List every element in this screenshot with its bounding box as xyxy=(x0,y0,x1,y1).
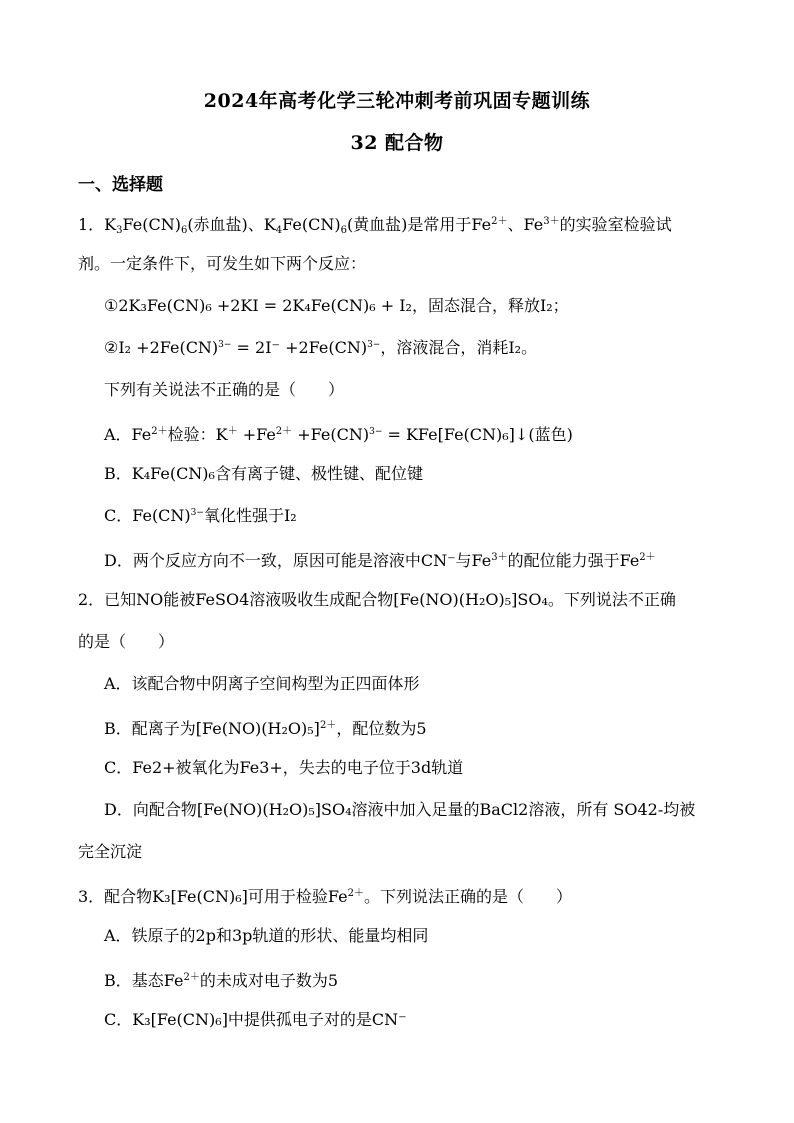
q2-option-c[interactable]: C．Fe2+被氧化为Fe3+，失去的电子位于3d轨道 xyxy=(104,758,464,777)
q3-option-b[interactable]: B．基态$Fe^{2+}$的未成对电子数为5 xyxy=(104,971,339,990)
section-heading: 一、选择题 xyxy=(78,175,163,195)
q1-option-b[interactable]: B．K₄Fe(CN)₆含有离子键、极性键、配位键 xyxy=(104,464,423,483)
q1-stem: 1．$K_3Fe(CN)_6$(赤血盐)、$K_4Fe(CN)_6$(黄血盐)是常用于$Fe^{2+}$、$Fe^{3+}$的实验室检验试 xyxy=(78,215,672,236)
q3-option-c[interactable]: C．K₃[Fe(CN)₆]中提供孤电子对的是CN⁻ xyxy=(104,1010,407,1029)
q1-option-c[interactable]: C．Fe(CN)$^{3-}$氧化性强于I₂ xyxy=(104,506,297,525)
q2-option-d[interactable]: D．向配合物[Fe(NO)(H₂O)₅]SO₄溶液中加入足量的BaCl2溶液，所有 SO42-均被 xyxy=(104,800,696,819)
q2-stem-cont: 的是（ ） xyxy=(78,632,175,651)
q1-option-a[interactable]: A．$Fe^{2+}$检验：$K^+ +Fe^{2+} +Fe(CN)^{3-}$ = KFe[Fe(CN)₆]↓(蓝色) xyxy=(104,425,573,444)
q3-option-a[interactable]: A．铁原子的2p和3p轨道的形状、能量均相同 xyxy=(104,926,429,945)
q3-stem: 3．配合物K₃[Fe(CN)₆]可用于检验$Fe^{2+}$。下列说法正确的是（ ） xyxy=(78,887,572,906)
q2-option-b[interactable]: B．配离子为$[Fe(NO)(H_2O)_5]^{2+}$，配位数为5 xyxy=(104,719,427,738)
q2-option-a[interactable]: A．该配合物中阴离子空间构型为正四面体形 xyxy=(104,674,420,693)
q2-stem: 2．已知NO能被FeSO4溶液吸收生成配合物[Fe(NO)(H₂O)₅]SO₄。下列说法不正确 xyxy=(78,590,676,609)
q1-reaction-2: ②I₂ +2Fe(CN)$^{3-}$ = 2I⁻ +2Fe(CN)$^{3-}$，溶液混合，消耗I₂。 xyxy=(104,338,538,357)
q1-question: 下列有关说法不正确的是（ ） xyxy=(104,380,345,399)
q1-option-d[interactable]: D．两个反应方向不一致，原因可能是溶液中CN⁻与$Fe^{3+}$的配位能力强于$Fe^{2+}$ xyxy=(104,551,656,570)
q2-option-d-cont: 完全沉淀 xyxy=(78,842,143,861)
doc-title: 2024年高考化学三轮冲刺考前巩固专题训练 xyxy=(203,90,591,112)
q1-stem-cont: 剂。一定条件下，可发生如下两个反应： xyxy=(78,254,367,273)
q1-reaction-1: ①2K₃Fe(CN)₆ +2KI = 2K₄Fe(CN)₆ + I₂，固态混合，释放I₂； xyxy=(104,296,569,315)
doc-subtitle: 32 配合物 xyxy=(350,132,444,154)
